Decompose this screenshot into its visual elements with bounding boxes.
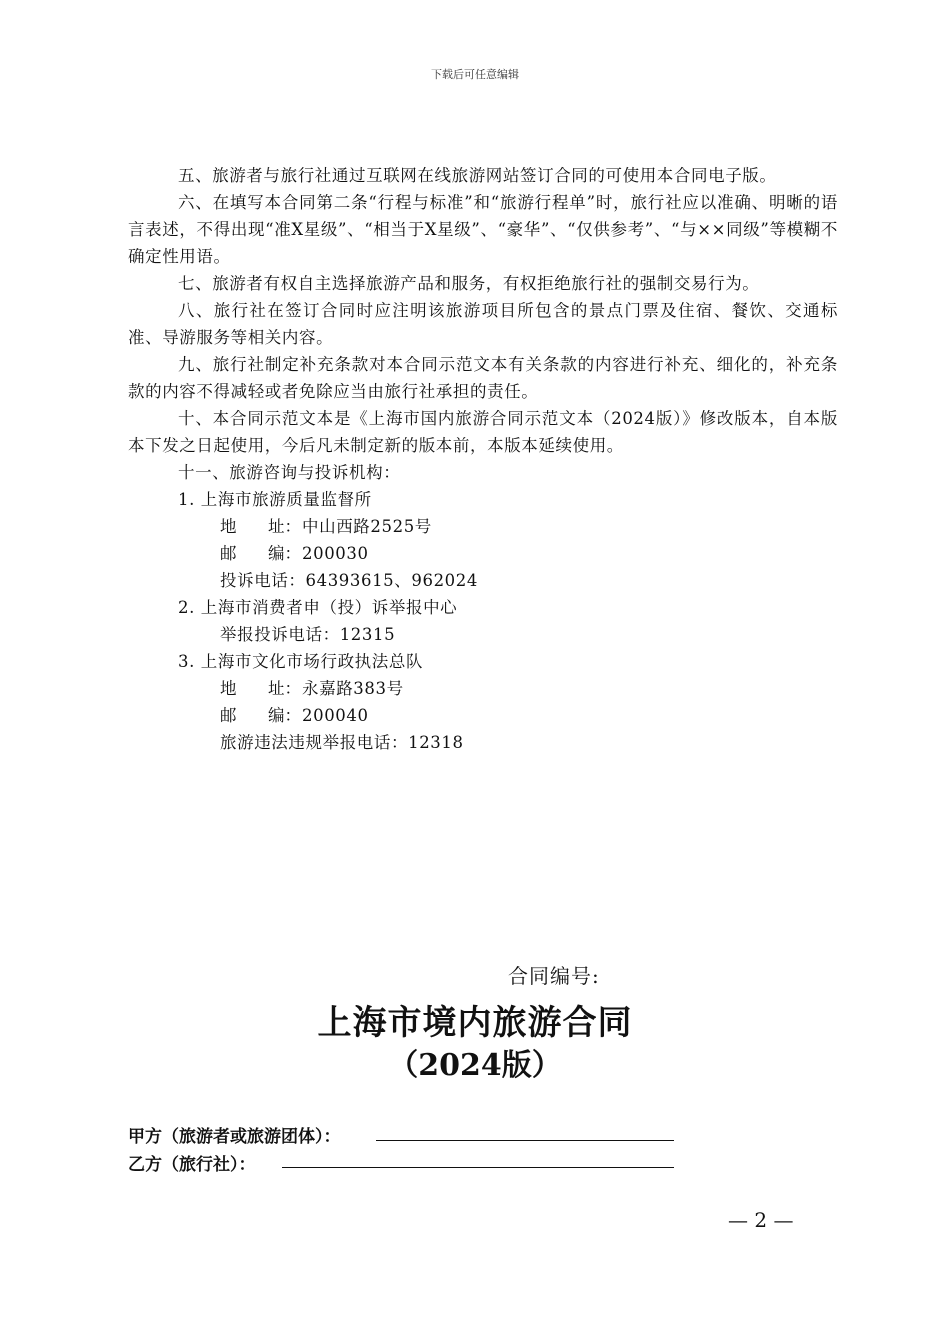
party-b-label: 乙方（旅行社）： — [128, 1155, 256, 1175]
paragraph-8: 八、旅行社在签订合同时应注明该旅游项目所包含的景点门票及住宿、餐饮、交通标准、导游服务等相关内容。 — [128, 301, 838, 347]
body-text — [128, 162, 838, 756]
paragraph-9: 九、旅行社制定补充条款对本合同示范文本有关条款的内容进行补充、细化的，补充条款的内容不得减轻或者免除应当由旅行社承担的责任。 — [128, 355, 838, 401]
party-a-blank-line — [376, 1140, 674, 1141]
contract-number-label: 合同编号: — [508, 964, 600, 988]
agency-3-name: 3. 上海市文化市场行政执法总队 — [178, 652, 424, 671]
agency-3-phone: 旅游违法违规举报电话：12318 — [220, 733, 464, 752]
header-note: 下载后可任意编辑 — [431, 68, 519, 81]
page-number: — 2 — — [728, 1208, 794, 1232]
agency-3-zip: 邮 编：200040 — [220, 706, 369, 725]
contract-edition: （2024版） — [388, 1048, 562, 1083]
agency-1-zip: 邮 编：200030 — [220, 544, 369, 563]
paragraph-6: 六、在填写本合同第二条“行程与标准”和“旅游行程单”时，旅行社应以准确、明晰的语言表述，不得出现“准X星级”、“相当于X星级”、“豪华”、“仅供参考”、“与××同级”等模糊不确定性用语。 — [128, 193, 838, 266]
party-a-label: 甲方（旅游者或旅游团体）： — [128, 1127, 341, 1147]
agency-3-address: 地 址：永嘉路383号 — [220, 679, 404, 698]
paragraph-5: 五、旅游者与旅行社通过互联网在线旅游网站签订合同的可使用本合同电子版。 — [178, 166, 777, 185]
party-b-blank-line — [282, 1167, 674, 1168]
contract-title: 上海市境内旅游合同 — [317, 1003, 633, 1043]
paragraph-7: 七、旅游者有权自主选择旅游产品和服务，有权拒绝旅行社的强制交易行为。 — [178, 274, 760, 293]
agency-1-address: 地 址：中山西路2525号 — [220, 517, 432, 536]
agency-1-name: 1. 上海市旅游质量监督所 — [178, 490, 372, 509]
paragraph-10: 十、本合同示范文本是《上海市国内旅游合同示范文本（2024版）》修改版本，自本版本下发之日起使用，今后凡未制定新的版本前，本版本延续使用。 — [128, 409, 838, 455]
paragraph-11: 十一、旅游咨询与投诉机构： — [178, 463, 401, 482]
agency-2-name: 2. 上海市消费者申（投）诉举报中心 — [178, 598, 458, 617]
agency-2-phone: 举报投诉电话：12315 — [220, 625, 396, 644]
agency-1-phone: 投诉电话：64393615、962024 — [220, 571, 478, 590]
